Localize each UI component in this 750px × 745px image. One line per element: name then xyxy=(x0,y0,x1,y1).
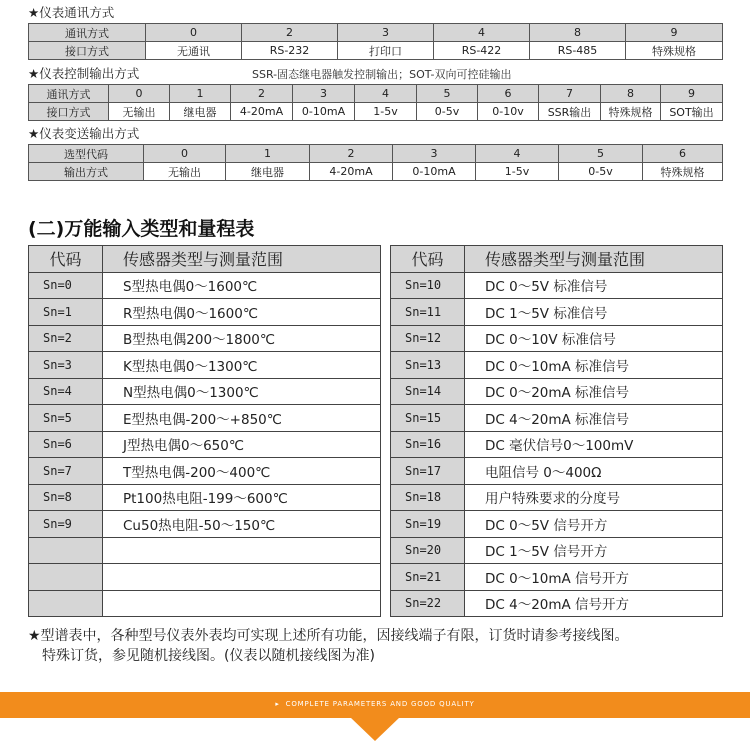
comm-header-cell: 8 xyxy=(530,24,626,42)
sensor-code: Sn=18 xyxy=(391,484,465,511)
footnote-line1: ★型谱表中，各种型号仪表外表均可实现上述所有功能，因接线端子有限，订货时请参考接线图。 xyxy=(28,628,629,644)
xmit-header-cell: 2 xyxy=(310,145,393,163)
comm-cell: RS-232 xyxy=(242,42,338,60)
comm-cell: RS-485 xyxy=(530,42,626,60)
xmit-header-row xyxy=(29,145,723,163)
sensor-code: Sn=15 xyxy=(391,405,465,432)
table-row xyxy=(29,458,381,485)
table-row xyxy=(391,537,723,564)
sensor-desc: N型热电偶0～1300℃ xyxy=(103,378,381,405)
sensor-code: Sn=11 xyxy=(391,299,465,326)
footnote xyxy=(28,626,629,666)
sensor-code: Sn=14 xyxy=(391,378,465,405)
ctrl-cell: SOT输出 xyxy=(661,103,723,121)
comm-title: ★仪表通讯方式 xyxy=(28,5,115,20)
ctrl-header-cell: 7 xyxy=(539,85,601,103)
empty-cell xyxy=(29,564,103,591)
table-row xyxy=(391,299,723,326)
table-row xyxy=(391,405,723,432)
empty-row xyxy=(29,564,381,591)
xmit-cell: 4-20mA xyxy=(310,163,393,181)
xmit-header-cell: 0 xyxy=(144,145,226,163)
xmit-header-cell: 选型代码 xyxy=(29,145,144,163)
table-row xyxy=(29,352,381,379)
ctrl-cell: 继电器 xyxy=(170,103,231,121)
ctrl-note: SSR-固态继电器触发控制输出；SOT-双向可控硅输出 xyxy=(252,68,512,81)
xmit-cell: 0-5v xyxy=(559,163,643,181)
table-row xyxy=(391,352,723,379)
col-desc-header: 传感器类型与测量范围 xyxy=(103,246,381,273)
comm-header-cell: 通讯方式 xyxy=(29,24,146,42)
sensor-code: Sn=9 xyxy=(29,511,103,538)
sensor-code: Sn=21 xyxy=(391,564,465,591)
table-row xyxy=(29,484,381,511)
comm-header-cell: 3 xyxy=(338,24,434,42)
table-row xyxy=(391,590,723,617)
footnote-line2: 特殊订货，参见随机接线图。(仪表以随机接线图为准) xyxy=(42,648,375,664)
xmit-header-cell: 5 xyxy=(559,145,643,163)
xmit-title: ★仪表变送输出方式 xyxy=(28,126,140,141)
table-row xyxy=(29,299,381,326)
empty-cell xyxy=(29,537,103,564)
table-row xyxy=(29,272,381,299)
sensor-code: Sn=13 xyxy=(391,352,465,379)
ctrl-header-cell: 0 xyxy=(109,85,170,103)
ctrl-row-label: 接口方式 xyxy=(29,103,109,121)
sensor-desc: J型热电偶0～650℃ xyxy=(103,431,381,458)
table-row xyxy=(29,431,381,458)
table-row xyxy=(29,378,381,405)
left-header-row xyxy=(29,246,381,273)
sensor-desc: DC 0～5V 信号开方 xyxy=(465,511,723,538)
comm-row-label: 接口方式 xyxy=(29,42,146,60)
sensor-desc: 用户特殊要求的分度号 xyxy=(465,484,723,511)
col-code-header: 代码 xyxy=(391,246,465,273)
xmit-cell: 0-10mA xyxy=(393,163,476,181)
sensor-desc: DC 4～20mA 标准信号 xyxy=(465,405,723,432)
sensor-code: Sn=17 xyxy=(391,458,465,485)
sensor-desc: K型热电偶0～1300℃ xyxy=(103,352,381,379)
sensor-desc: DC 毫伏信号0～100mV xyxy=(465,431,723,458)
table-row xyxy=(391,458,723,485)
ctrl-header-row xyxy=(29,85,723,103)
sensor-code: Sn=4 xyxy=(29,378,103,405)
empty-row xyxy=(29,537,381,564)
ctrl-header-cell: 8 xyxy=(601,85,661,103)
table-row xyxy=(29,325,381,352)
banner-label: COMPLETE PARAMETERS AND GOOD QUALITY xyxy=(285,700,475,708)
sensor-desc: E型热电偶-200～+850℃ xyxy=(103,405,381,432)
ctrl-cell: 无输出 xyxy=(109,103,170,121)
empty-cell xyxy=(103,537,381,564)
banner-text xyxy=(0,700,750,708)
sensor-code: Sn=1 xyxy=(29,299,103,326)
table-row xyxy=(391,272,723,299)
chevron-right-icon: ▸ xyxy=(275,700,280,708)
comm-header-cell: 9 xyxy=(626,24,723,42)
col-code-header: 代码 xyxy=(29,246,103,273)
empty-cell xyxy=(29,590,103,617)
sensor-desc: B型热电偶200～1800℃ xyxy=(103,325,381,352)
sensor-desc: Cu50热电阻-50～150℃ xyxy=(103,511,381,538)
xmit-cell: 继电器 xyxy=(226,163,310,181)
xmit-header-cell: 3 xyxy=(393,145,476,163)
ctrl-cell: 0-5v xyxy=(417,103,478,121)
sensor-code: Sn=0 xyxy=(29,272,103,299)
sensor-code: Sn=8 xyxy=(29,484,103,511)
xmit-header-cell: 4 xyxy=(476,145,559,163)
ctrl-header-cell: 2 xyxy=(231,85,293,103)
comm-header-cell: 0 xyxy=(146,24,242,42)
comm-table xyxy=(28,23,723,60)
ctrl-table xyxy=(28,84,723,121)
xmit-header-cell: 6 xyxy=(643,145,723,163)
empty-cell xyxy=(103,564,381,591)
sensor-code: Sn=22 xyxy=(391,590,465,617)
table-row xyxy=(29,511,381,538)
table-row xyxy=(391,431,723,458)
ctrl-cell: 特殊规格 xyxy=(601,103,661,121)
ctrl-cell: 1-5v xyxy=(355,103,417,121)
ctrl-header-cell: 9 xyxy=(661,85,723,103)
sensor-code: Sn=6 xyxy=(29,431,103,458)
ctrl-cell: SSR输出 xyxy=(539,103,601,121)
sensor-code: Sn=16 xyxy=(391,431,465,458)
sensor-desc: S型热电偶0～1600℃ xyxy=(103,272,381,299)
xmit-row-label: 输出方式 xyxy=(29,163,144,181)
banner-arrow xyxy=(350,717,400,741)
comm-header-row xyxy=(29,24,723,42)
comm-value-row xyxy=(29,42,723,60)
ctrl-header-cell: 6 xyxy=(478,85,539,103)
sensor-desc: DC 0～10mA 标准信号 xyxy=(465,352,723,379)
ctrl-header-cell: 3 xyxy=(293,85,355,103)
sensor-code: Sn=5 xyxy=(29,405,103,432)
ctrl-header-cell: 5 xyxy=(417,85,478,103)
sensor-code: Sn=12 xyxy=(391,325,465,352)
comm-header-cell: 4 xyxy=(434,24,530,42)
sensor-desc: DC 1～5V 信号开方 xyxy=(465,537,723,564)
sensor-desc: DC 1～5V 标准信号 xyxy=(465,299,723,326)
comm-cell: 特殊规格 xyxy=(626,42,723,60)
ctrl-header-cell: 通讯方式 xyxy=(29,85,109,103)
xmit-cell: 特殊规格 xyxy=(643,163,723,181)
sensor-code: Sn=10 xyxy=(391,272,465,299)
sensor-desc: Pt100热电阻-199～600℃ xyxy=(103,484,381,511)
sensor-desc: 电阻信号 0～400Ω xyxy=(465,458,723,485)
comm-cell: 打印口 xyxy=(338,42,434,60)
section2-heading: (二)万能输入类型和量程表 xyxy=(28,218,255,240)
table-row xyxy=(391,484,723,511)
ctrl-value-row xyxy=(29,103,723,121)
ctrl-cell: 4-20mA xyxy=(231,103,293,121)
sensor-code: Sn=19 xyxy=(391,511,465,538)
comm-header-cell: 2 xyxy=(242,24,338,42)
table-row xyxy=(391,564,723,591)
xmit-header-cell: 1 xyxy=(226,145,310,163)
sensor-desc: DC 0～10mA 信号开方 xyxy=(465,564,723,591)
table-row xyxy=(29,405,381,432)
right-header-row xyxy=(391,246,723,273)
sensor-desc: DC 0～10V 标准信号 xyxy=(465,325,723,352)
ctrl-cell: 0-10v xyxy=(478,103,539,121)
sensor-desc: DC 0～20mA 标准信号 xyxy=(465,378,723,405)
sensor-desc: T型热电偶-200～400℃ xyxy=(103,458,381,485)
table-row xyxy=(391,511,723,538)
sensor-code: Sn=2 xyxy=(29,325,103,352)
xmit-cell: 无输出 xyxy=(144,163,226,181)
empty-row xyxy=(29,590,381,617)
xmit-cell: 1-5v xyxy=(476,163,559,181)
sensor-desc: DC 4～20mA 信号开方 xyxy=(465,590,723,617)
sensor-desc: R型热电偶0～1600℃ xyxy=(103,299,381,326)
ctrl-header-cell: 1 xyxy=(170,85,231,103)
table-row xyxy=(391,325,723,352)
col-desc-header: 传感器类型与测量范围 xyxy=(465,246,723,273)
table-row xyxy=(391,378,723,405)
comm-cell: 无通讯 xyxy=(146,42,242,60)
empty-cell xyxy=(103,590,381,617)
input-type-table-left xyxy=(28,245,381,617)
input-type-table-right xyxy=(390,245,723,617)
ctrl-title: ★仪表控制输出方式 xyxy=(28,66,140,81)
sensor-desc: DC 0～5V 标准信号 xyxy=(465,272,723,299)
comm-cell: RS-422 xyxy=(434,42,530,60)
ctrl-cell: 0-10mA xyxy=(293,103,355,121)
xmit-table xyxy=(28,144,723,181)
sensor-code: Sn=3 xyxy=(29,352,103,379)
ctrl-header-cell: 4 xyxy=(355,85,417,103)
sensor-code: Sn=7 xyxy=(29,458,103,485)
xmit-value-row xyxy=(29,163,723,181)
sensor-code: Sn=20 xyxy=(391,537,465,564)
